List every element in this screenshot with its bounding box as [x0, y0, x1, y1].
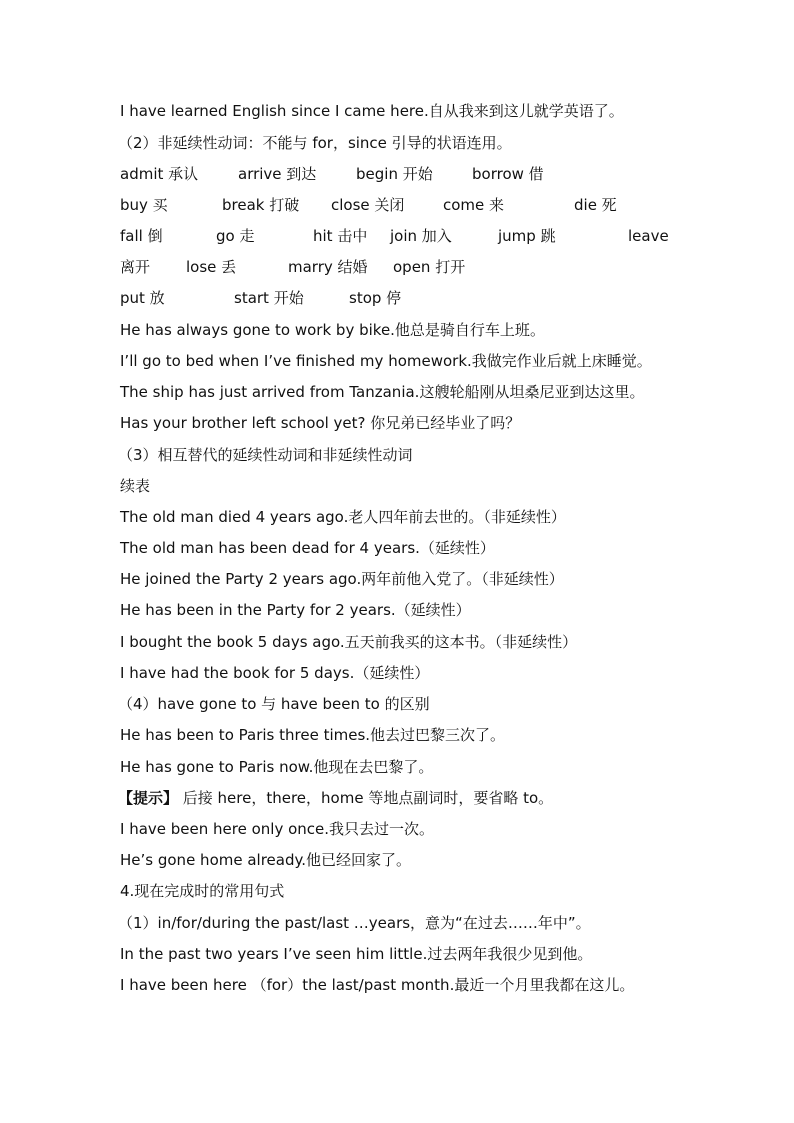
- example-sentence: The old man died 4 years ago.老人四年前去世的。（非延续性）: [120, 508, 566, 526]
- verb-item: go 走: [216, 227, 255, 245]
- verb-item: come 来: [443, 196, 505, 214]
- verb-row: [0, 288, 794, 308]
- verb-item: hit 击中: [313, 227, 368, 245]
- section-heading: （4）have gone to 与 have been to 的区别: [118, 695, 430, 713]
- example-sentence: I have had the book for 5 days.（延续性）: [120, 664, 430, 682]
- example-sentence: He has gone to Paris now.他现在去巴黎了。: [120, 758, 434, 776]
- verb-item: admit 承认: [120, 165, 199, 183]
- example-sentence: I have been here only once.我只去过一次。: [120, 820, 435, 838]
- verb-row: [0, 164, 794, 184]
- verb-item: lose 丢: [186, 258, 237, 276]
- example-sentence: He has always gone to work by bike.他总是骑自行车上班。: [120, 321, 545, 339]
- verb-item: buy 买: [120, 196, 168, 214]
- example-sentence: The old man has been dead for 4 years.（延续性）: [120, 539, 495, 557]
- section-heading: 4.现在完成时的常用句式: [120, 882, 285, 900]
- verb-item: open 打开: [393, 258, 466, 276]
- example-sentence: He joined the Party 2 years ago.两年前他入党了。（非延续性）: [120, 570, 564, 588]
- section-heading: （2）非延续性动词：不能与 for，since 引导的状语连用。: [118, 134, 512, 152]
- verb-row: [0, 257, 794, 277]
- example-sentence: I have been here （for）the last/past month.最近一个月里我都在这儿。: [120, 976, 635, 994]
- verb-row: [0, 226, 794, 246]
- example-sentence: Has your brother left school yet? 你兄弟已经毕业了吗？: [120, 414, 521, 432]
- verb-item: borrow 借: [472, 165, 544, 183]
- verb-item: marry 结婚: [288, 258, 368, 276]
- table-continued-label: 续表: [120, 477, 151, 495]
- verb-row: [0, 195, 794, 215]
- verb-item: jump 跳: [498, 227, 556, 245]
- example-sentence: I have learned English since I came here.自从我来到这儿就学英语了。: [120, 102, 624, 120]
- example-sentence: He has been to Paris three times.他去过巴黎三次了。: [120, 726, 506, 744]
- tip-text: 后接 here，there，home 等地点副词时，要省略 to。: [178, 789, 554, 807]
- verb-item: arrive 到达: [238, 165, 317, 183]
- verb-item: close 关闭: [331, 196, 405, 214]
- example-sentence: In the past two years I’ve seen him little.过去两年我很少见到他。: [120, 945, 593, 963]
- example-sentence: The ship has just arrived from Tanzania.这艘轮船刚从坦桑尼亚到达这里。: [120, 383, 645, 401]
- verb-item: leave: [628, 227, 669, 245]
- example-sentence: I bought the book 5 days ago.五天前我买的这本书。（非延续性）: [120, 633, 578, 651]
- verb-item: put 放: [120, 289, 165, 307]
- verb-item: fall 倒: [120, 227, 163, 245]
- verb-item: join 加入: [390, 227, 452, 245]
- verb-item: start 开始: [234, 289, 304, 307]
- verb-item: break 打破: [222, 196, 300, 214]
- section-heading: （1）in/for/during the past/last …years，意为“在过去……年中”。: [118, 914, 591, 932]
- example-sentence: I’ll go to bed when I’ve finished my homework.我做完作业后就上床睡觉。: [120, 352, 652, 370]
- verb-item: stop 停: [349, 289, 402, 307]
- verb-item: begin 开始: [356, 165, 433, 183]
- verb-item: 离开: [120, 258, 151, 276]
- tip-label: 【提示】: [118, 789, 179, 807]
- tip-note: [118, 788, 718, 808]
- section-heading: （3）相互替代的延续性动词和非延续性动词: [118, 446, 413, 464]
- example-sentence: He’s gone home already.他已经回家了。: [120, 851, 411, 869]
- example-sentence: He has been in the Party for 2 years.（延续性）: [120, 601, 471, 619]
- verb-item: die 死: [574, 196, 617, 214]
